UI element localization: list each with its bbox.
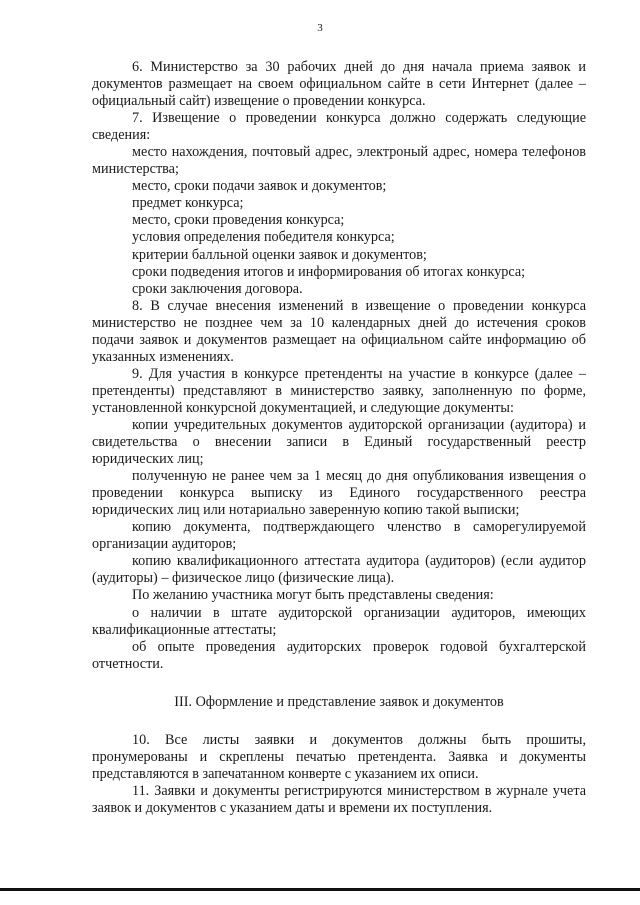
list-item: критерии балльной оценки заявок и документов; (132, 246, 427, 263)
bottom-divider (0, 888, 640, 891)
section-heading: III. Оформление и представление заявок и документов (174, 693, 504, 710)
paragraph-9: 9. Для участия в конкурсе претенденты на участие в конкурсе (далее – претенденты) представляют в министерство заявку, заполненную по форме, установленной конкурсной документацией, и следующие документы: (92, 365, 586, 416)
page-number: 3 (317, 22, 323, 34)
list-item: условия определения победителя конкурса; (132, 229, 395, 246)
list-item: копию квалификационного аттестата аудитора (аудиторов) (если аудитор (аудиторы) – физическое лицо (физические лица). (92, 553, 586, 587)
list-item: об опыте проведения аудиторских проверок годовой бухгалтерской отчетности. (92, 638, 586, 672)
list-item: место, сроки проведения конкурса; (132, 212, 345, 229)
optional-info-intro: По желанию участника могут быть представлены сведения: (132, 587, 494, 604)
paragraph-10: 10. Все листы заявки и документов должны быть прошиты, пронумерованы и скреплены печатью претендента. Заявка и документы представляются в запечатанном конверте с указанием их описи. (92, 731, 586, 782)
paragraph-11: 11. Заявки и документы регистрируются министерством в журнале учета заявок и документов с указанием даты и времени их поступления. (92, 782, 586, 816)
list-item: место нахождения, почтовый адрес, электроный адрес, номера телефонов министерства; (92, 144, 586, 178)
document-body (92, 59, 586, 817)
list-item: о наличии в штате аудиторской организации аудиторов, имеющих квалификационные аттестаты; (92, 604, 586, 638)
list-item: место, сроки подачи заявок и документов; (132, 178, 387, 195)
paragraph-6: 6. Министерство за 30 рабочих дней до дня начала приема заявок и документов размещает на своем официальном сайте в сети Интернет (далее – официальный сайт) извещение о проведении конкурса. (92, 59, 586, 110)
list-item: сроки заключения договора. (132, 280, 303, 297)
list-item: копии учредительных документов аудиторской организации (аудитора) и свидетельства о внесении записи в Единый государственный реестр юридических лиц; (92, 416, 586, 468)
list-item: полученную не ранее чем за 1 месяц до дня опубликования извещения о проведении конкурса выписку из Единого государственного реестра юридических лиц или нотариально заверенную копию такой выписки; (92, 468, 586, 519)
list-item: сроки подведения итогов и информирования об итогах конкурса; (132, 263, 526, 280)
list-item: предмет конкурса; (132, 195, 244, 212)
paragraph-7: 7. Извещение о проведении конкурса должно содержать следующие сведения: (92, 110, 586, 144)
paragraph-8: 8. В случае внесения изменений в извещение о проведении конкурса министерство не позднее чем за 10 календарных дней до истечения сроков подачи заявок и документов размещает на официальном сайте информацию об указанных изменениях. (92, 297, 586, 365)
list-item: копию документа, подтверждающего членство в саморегулируемой организации аудиторов; (92, 519, 586, 553)
